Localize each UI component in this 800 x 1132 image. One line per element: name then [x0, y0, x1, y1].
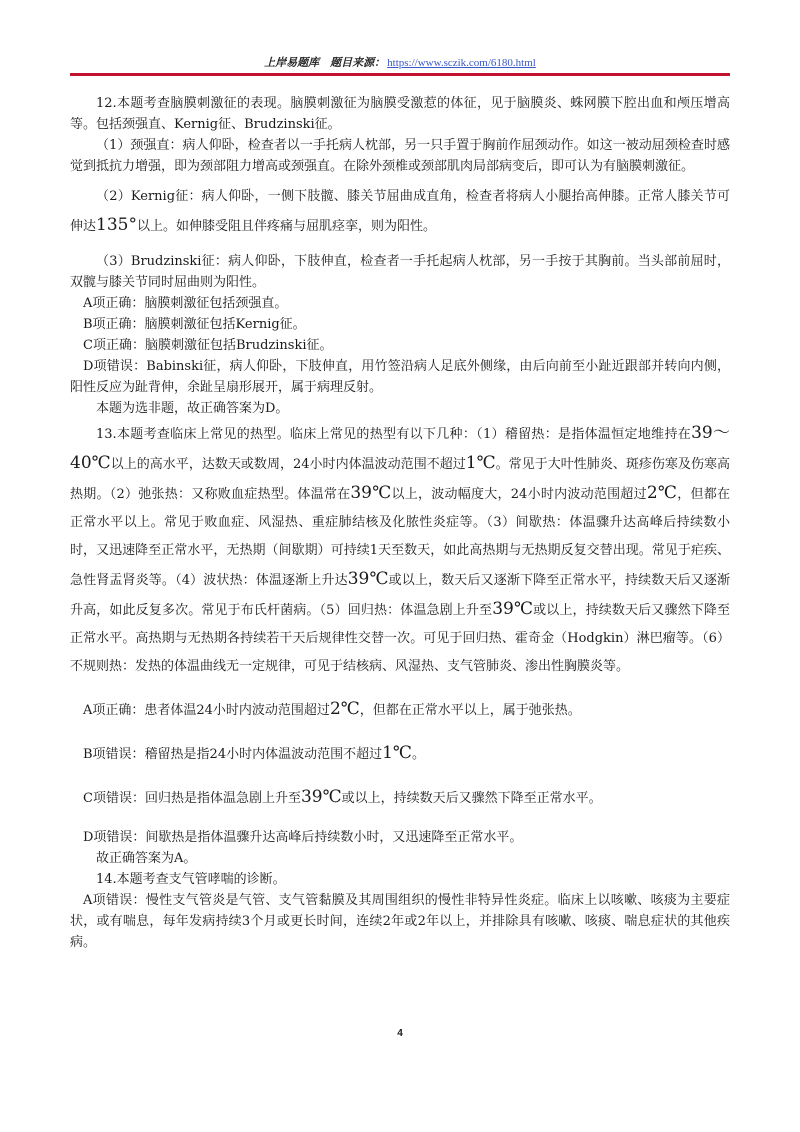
header-divider: [70, 73, 730, 76]
source-link[interactable]: https://www.sczik.com/6180.html: [387, 57, 536, 69]
header-brand: 上岸易题库 题目来源：: [264, 57, 386, 69]
q12-brudzinski: （3）Brudzinski征：病人仰卧，下肢伸直，检查者一手托起病人枕部，另一手按于其胸前。当头部前屈时，双髋与膝关节同时屈曲则为阳性。: [70, 254, 730, 290]
q12-neck-stiffness: （1）颈强直：病人仰卧，检查者以一手托病人枕部，另一只手置于胸前作屈颈动作。如这一被动屈颈检查时感觉到抵抗力增强，即为颈部阻力增高或颈强直。在除外颈椎或颈部肌肉局部病变后，即可认为有脑膜刺激征。: [70, 138, 730, 174]
q12-option-d: D项错误：Babinski征，病人仰卧，下肢伸直，用竹签沿病人足底外侧缘，由后向前至小趾近跟部并转向内侧，阳性反应为趾背伸，余趾呈扇形展开，属于病理反射。: [70, 359, 730, 395]
document-body: [70, 93, 730, 953]
q14-intro: 14.本题考查支气管哮喘的诊断。: [96, 872, 286, 887]
q12-option-a: A项正确：脑膜刺激征包括颈强直。: [83, 296, 288, 311]
q12-option-b: B项正确：脑膜刺激征包括Kernig征。: [83, 317, 306, 332]
q13-answer: 故正确答案为A。: [96, 851, 197, 866]
q12-option-c: C项正确：脑膜刺激征包括Brudzinski征。: [83, 338, 333, 353]
q12-intro: 12.本题考查脑膜刺激征的表现。脑膜刺激征为脑膜受激惹的体征，见于脑膜炎、蛛网膜下腔出血和颅压增高等。包括颈强直、Kernig征、Brudzinski征。: [70, 96, 730, 132]
page-number: 4: [397, 1028, 403, 1039]
q12-answer: 本题为选非题，故正确答案为D。: [96, 401, 289, 416]
q13-fever-types: 13.本题考查临床上常见的热型。临床上常见的热型有以下几种：（1）稽留热：是指体温恒定地维持在39～40℃以上的高水平，达数天或数周，24小时内体温波动范围不超过1℃。常见于大叶性肺炎、斑疹伤寒及伤寒高热期。（2）弛张热：又称败血症热型。体温常在39℃以上，波动幅度大，24小时内波动范围超过2℃，但都在正常水平以上。常见于败血症、风湿热、重症肺结核及化脓性炎症等。（3）间歇热：体温骤升达高峰后持续数小时，又迅速降至正常水平，无热期（间歇期）可持续1天至数天，如此高热期与无热期反复交替出现。常见于疟疾、急性肾盂肾炎等。（4）波状热：体温逐渐上升达39℃或以上，数天后又逐渐下降至正常水平，持续数天后又逐渐升高，如此反复多次。常见于布氏杆菌病。（5）回归热：体温急剧上升至39℃或以上，持续数天后又骤然下降至正常水平。高热期与无热期各持续若干天后规律性交替一次。可见于回归热、霍奇金（Hodgkin）淋巴瘤等。（6）不规则热：发热的体温曲线无一定规律，可见于结核病、风湿热、支气管肺炎、渗出性胸膜炎等。: [70, 423, 730, 674]
q14-option-a: A项错误：慢性支气管炎是气管、支气管黏膜及其周围组织的慢性非特异性炎症。临床上以咳嗽、咳痰为主要症状，或有喘息，每年发病持续3个月或更长时间，连续2年或2年以上，并排除具有咳嗽、咳痰、喘息症状的其他疾病。: [70, 893, 730, 950]
q12-kernig: （2）Kernig征：病人仰卧，一侧下肢髋、膝关节屈曲成直角，检查者将病人小腿抬高伸膝。正常人膝关节可伸达135°以上。如伸膝受阻且伴疼痛与屈肌痉挛，则为阳性。: [70, 189, 730, 235]
q13-option-a: A项正确：患者体温24小时内波动范围超过2℃，但都在正常水平以上，属于弛张热。: [83, 699, 581, 719]
page-header: [70, 55, 730, 71]
q13-option-b: B项错误：稽留热是指24小时内体温波动范围不超过1℃。: [83, 743, 425, 763]
q13-option-d: D项错误：间歇热是指体温骤升达高峰后持续数小时，又迅速降至正常水平。: [83, 830, 523, 845]
q13-option-c: C项错误：回归热是指体温急剧上升至39℃或以上，持续数天后又骤然下降至正常水平。: [83, 787, 602, 807]
